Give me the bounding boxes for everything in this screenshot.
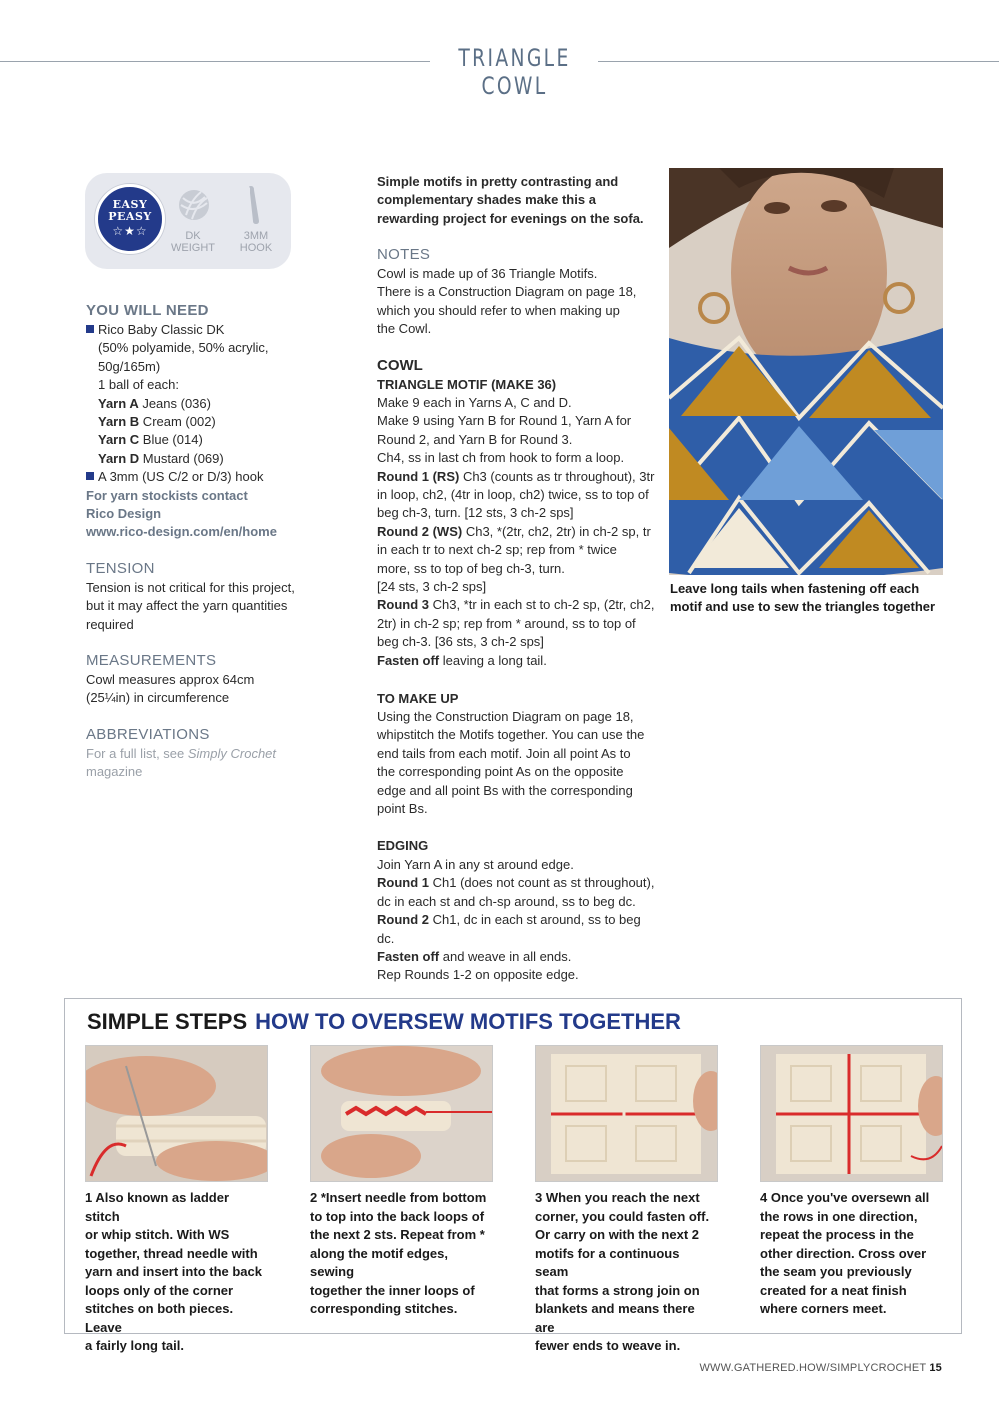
skill-badge-panel	[85, 173, 291, 269]
yarn-spec-1: (50% polyamide, 50% acrylic,	[98, 340, 269, 356]
measurements-heading: MEASUREMENTS	[86, 652, 217, 669]
instruction-line: beg ch-3, turn. [12 sts, 3 ch-2 sps]	[377, 505, 574, 521]
stockists-line2: Rico Design	[86, 506, 162, 522]
instruction-line: Rep Rounds 1-2 on opposite edge.	[377, 967, 579, 983]
yarn-a: Yarn A Jeans (036)	[98, 395, 211, 411]
yarn-b: Yarn B Cream (002)	[98, 414, 216, 430]
edging-text	[377, 856, 655, 985]
instruction-line: Round 2, and Yarn B for Round 3.	[377, 431, 573, 447]
yarn-weight-line1: DK	[185, 230, 201, 242]
hook-size-line1: 3MM	[243, 230, 269, 242]
step-3-text: 3 When you reach the next corner, you could fasten off. Or carry on with the next 2 motifs for a continuous seam that forms a strong join on blankets and means there are fewer ends to weave in.	[535, 1190, 710, 1353]
steps-title	[87, 1009, 681, 1035]
step-1-photo	[85, 1045, 268, 1182]
instruction-line: Round 1 (RS) Ch3 (counts as tr throughout), 3tr	[377, 468, 655, 484]
page-title: TRIANGLE COWL	[458, 44, 571, 100]
steps-title-prefix: SIMPLE STEPS	[87, 1009, 248, 1034]
instruction-line: Round 2 Ch1, dc in each st around, ss to beg dc.	[377, 912, 641, 946]
notes-heading: NOTES	[377, 246, 431, 263]
intro-text: Simple motifs in pretty contrasting and complementary shades make this a rewarding project for evenings on the sofa.	[377, 174, 644, 226]
instruction-line: [24 sts, 3 ch-2 sps]	[377, 579, 487, 595]
you-will-need-list	[86, 321, 316, 542]
abbreviations-heading: ABBREVIATIONS	[86, 726, 210, 743]
instruction-line: Ch4, ss in last ch from hook to form a loop.	[377, 450, 625, 466]
yarn-ball-icon	[177, 188, 211, 222]
model-wearing-cowl-photo	[669, 168, 943, 575]
step-4-photo	[760, 1045, 943, 1182]
instruction-line: more, ss to top of beg ch-3, turn.	[377, 560, 565, 576]
step-4-text: 4 Once you've oversewn all the rows in one direction, repeat the process in the other direction. Cross over the seam you previously created for a neat finish where corners meet.	[760, 1190, 930, 1316]
hook-size-caption	[228, 230, 284, 254]
instruction-line: Make 9 each in Yarns A, C and D.	[377, 395, 572, 410]
edging-heading: EDGING	[377, 838, 429, 853]
tension-text: Tension is not critical for this project, but it may affect the yarn quantities required	[86, 580, 295, 632]
photo-caption: Leave long tails when fastening off each motif and use to sew the triangles together	[670, 581, 936, 615]
notes-text: Cowl is made up of 36 Triangle Motifs. There is a Construction Diagram on page 18, which you should refer to when making up the Cowl.	[377, 266, 637, 337]
instruction-line: Join Yarn A in any st around edge.	[377, 857, 574, 872]
step-1-text: 1 Also known as ladder stitch or whip stitch. With WS together, thread needle with yarn and insert into the back loops only of the corner stitches on both pieces. Leave a fairly long tail.	[85, 1190, 262, 1353]
step-2-photo	[310, 1045, 493, 1182]
abbreviations-text: For a full list, see Simply Crochet magazine	[86, 746, 277, 780]
hook-size-line2: HOOK	[239, 242, 273, 254]
header-rule-right	[598, 61, 999, 62]
instruction-line: Round 3 Ch3, *tr in each st to ch-2 sp, (2tr, ch2,	[377, 597, 655, 613]
bullet-square-icon	[86, 325, 94, 333]
step-3-photo	[535, 1045, 718, 1182]
badge-level-line2: PEASY	[108, 210, 152, 223]
crochet-hook-icon	[243, 185, 265, 225]
cowl-heading: COWL	[377, 357, 423, 374]
tension-heading: TENSION	[86, 560, 155, 577]
cowl-instructions	[377, 394, 655, 670]
yarn-weight-line2: WEIGHT	[171, 242, 215, 254]
yarn-weight-caption	[165, 230, 221, 254]
easy-peasy-badge	[95, 184, 165, 254]
instruction-line: 2tr) in ch-2 sp; rep from * around, ss to top of	[377, 615, 636, 631]
simple-steps-panel	[64, 998, 962, 1353]
badge-stars: ☆★☆	[112, 224, 148, 238]
make-up-heading: TO MAKE UP	[377, 691, 459, 706]
hook-item: A 3mm (US C/2 or D/3) hook	[86, 468, 316, 486]
instruction-line: dc in each st and ch-sp around, ss to beg dc.	[377, 893, 636, 909]
instruction-line: Round 2 (WS) Ch3, *(2tr, ch2, 2tr) in ch-2 sp, tr	[377, 523, 651, 539]
magazine-title: Simply Crochet	[187, 746, 277, 761]
footer-url[interactable]: WWW.GATHERED.HOW/SIMPLYCROCHET	[699, 1362, 927, 1374]
yarn-qty: 1 ball of each:	[98, 377, 179, 393]
stockists-line1: For yarn stockists contact	[86, 487, 248, 503]
you-will-need-heading: YOU WILL NEED	[86, 302, 209, 319]
yarn-c: Yarn C Blue (014)	[98, 432, 203, 448]
instruction-line: in each tr to next ch-2 sp; rep from * twice	[377, 542, 617, 558]
page-number: 15	[929, 1362, 942, 1374]
header-rule-left	[0, 61, 430, 62]
step-2-text: 2 *Insert needle from bottom to top into the back loops of the next 2 sts. Repeat from * along the motif edges, sewing together the inner loops of corresponding stitches.	[310, 1190, 487, 1316]
steps-title-main: HOW TO OVERSEW MOTIFS TOGETHER	[255, 1009, 681, 1034]
instruction-line: Round 1 Ch1 (does not count as st throughout),	[377, 875, 655, 891]
instruction-line: Fasten off and weave in all ends.	[377, 949, 572, 965]
page-footer	[699, 1362, 942, 1374]
yarn-item: Rico Baby Classic DK	[86, 321, 316, 339]
instruction-line: beg ch-3. [36 sts, 3 ch-2 sps]	[377, 634, 544, 650]
instruction-line: in loop, ch2, (4tr in loop, ch2) twice, ss to top of	[377, 487, 649, 503]
make-up-text: Using the Construction Diagram on page 18, whipstitch the Motifs together. You can use the end tails from each motif. Join all point As to the corresponding point As on the opposite edge and all point Bs with the corresponding point Bs.	[377, 709, 645, 817]
yarn-spec-2: 50g/165m)	[98, 358, 161, 374]
measurements-text: Cowl measures approx 64cm (25¼in) in circumference	[86, 672, 255, 706]
bullet-square-icon	[86, 472, 94, 480]
motif-heading: TRIANGLE MOTIF (MAKE 36)	[377, 377, 557, 392]
badge-level-line1: EASY	[112, 198, 148, 211]
instruction-line: Make 9 using Yarn B for Round 1, Yarn A for	[377, 413, 632, 429]
instruction-line: Fasten off leaving a long tail.	[377, 652, 547, 668]
stockists-link[interactable]: www.rico-design.com/en/home	[86, 524, 277, 540]
yarn-d: Yarn D Mustard (069)	[98, 450, 224, 466]
